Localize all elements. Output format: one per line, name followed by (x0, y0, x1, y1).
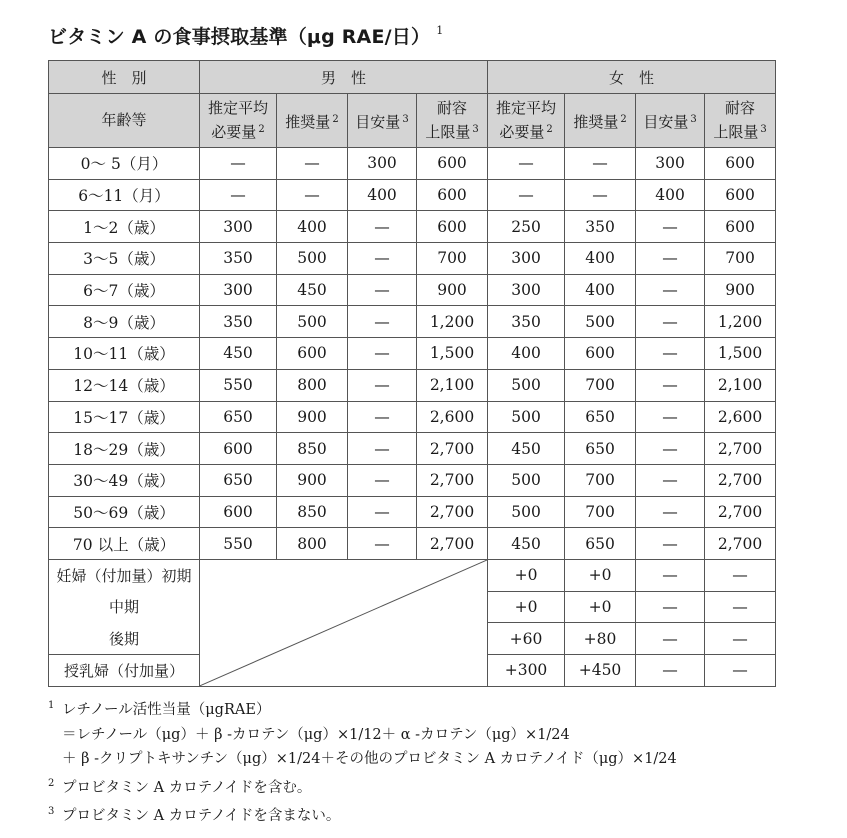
age-cell: 1～2（歳） (49, 211, 200, 243)
female-value-cell: 2,600 (705, 401, 776, 433)
female-value-cell: — (705, 591, 776, 623)
table-row (49, 148, 776, 180)
footnote-mark: 1 (48, 700, 55, 711)
female-value-cell: 600 (705, 148, 776, 180)
male-value-cell: 2,700 (417, 433, 488, 465)
female-value-cell: — (636, 433, 705, 465)
female-value-cell: +300 (488, 655, 565, 687)
male-value-cell: 2,100 (417, 369, 488, 401)
footnote-text: プロビタミン A カロテノイドを含まない。 (62, 808, 341, 824)
female-value-cell: 1,200 (705, 306, 776, 338)
table-row (49, 211, 776, 243)
female-value-cell: — (636, 559, 705, 591)
female-value-cell: — (488, 148, 565, 180)
table-row (49, 401, 776, 433)
pregnant-label-cell: 妊婦（付加量）初期 (49, 559, 200, 591)
age-cell: 3～5（歳） (49, 243, 200, 275)
header-sex: 性 別 (49, 61, 200, 94)
male-value-cell: 500 (277, 243, 348, 275)
female-value-cell: 700 (705, 243, 776, 275)
female-value-cell: +0 (565, 559, 636, 591)
male-value-cell: 600 (200, 433, 277, 465)
title-text: ビタミン A の食事摂取基準（μg RAE/日） (48, 26, 431, 48)
female-value-cell: +0 (565, 591, 636, 623)
female-value-cell: — (705, 559, 776, 591)
male-value-cell: 600 (417, 211, 488, 243)
male-value-cell: — (348, 464, 417, 496)
female-value-cell: — (636, 211, 705, 243)
header-col-label-2: 上限量 (713, 123, 759, 141)
male-value-cell: 1,500 (417, 338, 488, 370)
male-value-cell: 700 (417, 243, 488, 275)
age-cell: 6～11（月） (49, 179, 200, 211)
age-cell: 8～9（歳） (49, 306, 200, 338)
female-value-cell: 600 (565, 338, 636, 370)
pregnant-label-cell: 後期 (49, 623, 200, 655)
table-row (49, 243, 776, 275)
header-age: 年齢等 (49, 94, 200, 148)
table-row-pregnant (49, 559, 776, 591)
header-col-label: 耐容 (725, 99, 756, 117)
male-value-cell: 2,700 (417, 496, 488, 528)
female-value-cell: 2,700 (705, 496, 776, 528)
male-value-cell: 850 (277, 496, 348, 528)
female-value-cell: +60 (488, 623, 565, 655)
footnote-text: レチノール活性当量（μgRAE） (62, 702, 271, 718)
female-value-cell: 400 (636, 179, 705, 211)
diagonal-stroke (200, 560, 487, 686)
female-value-cell: 2,700 (705, 464, 776, 496)
footnote-text: ＝レチノール（μg）＋ β -カロテン（μg）×1/12＋ α -カロテン（μg）×1/24 (62, 726, 570, 743)
female-value-cell: — (636, 496, 705, 528)
header-footnote-mark: 2 (620, 113, 627, 125)
table-row (49, 464, 776, 496)
footnote-line (48, 772, 677, 801)
header-col-label-2: 必要量 (499, 123, 545, 141)
male-value-cell: 2,700 (417, 464, 488, 496)
header-col-label: 推奨量 (285, 112, 331, 131)
male-value-cell: — (348, 243, 417, 275)
female-value-cell: 450 (488, 528, 565, 560)
header-female-col-1 (565, 94, 636, 148)
header-col-label: 推定平均 (207, 99, 268, 117)
male-value-cell: 450 (200, 338, 277, 370)
male-value-cell: 450 (277, 274, 348, 306)
male-value-cell: 900 (277, 464, 348, 496)
header-female-col-2 (636, 94, 705, 148)
female-value-cell: 300 (488, 274, 565, 306)
female-value-cell: — (488, 179, 565, 211)
header-male-col-3 (417, 94, 488, 148)
female-value-cell: +80 (565, 623, 636, 655)
male-value-cell: 550 (200, 369, 277, 401)
table-body (49, 148, 776, 687)
female-value-cell: 500 (488, 464, 565, 496)
female-value-cell: 500 (488, 496, 565, 528)
diagonal-empty-cell (200, 559, 488, 686)
female-value-cell: — (705, 655, 776, 687)
male-value-cell: — (348, 496, 417, 528)
female-value-cell: 400 (565, 274, 636, 306)
pregnant-label-cell: 中期 (49, 591, 200, 623)
header-footnote-mark: 2 (258, 124, 265, 135)
female-value-cell: 400 (565, 243, 636, 275)
male-value-cell: 600 (417, 148, 488, 180)
header-male-col-2 (348, 94, 417, 148)
header-row-sex (49, 61, 776, 94)
male-value-cell: 800 (277, 369, 348, 401)
footnote-line (48, 694, 677, 723)
male-value-cell: 650 (200, 464, 277, 496)
female-value-cell: 2,700 (705, 528, 776, 560)
female-value-cell: 600 (705, 211, 776, 243)
header-footnote-mark: 3 (690, 113, 697, 125)
female-value-cell: 250 (488, 211, 565, 243)
male-value-cell: 300 (200, 274, 277, 306)
header-footnote-mark: 3 (472, 124, 479, 135)
table-row (49, 274, 776, 306)
female-value-cell: — (636, 623, 705, 655)
female-value-cell: — (636, 464, 705, 496)
female-value-cell: 500 (488, 369, 565, 401)
header-female-col-0 (488, 94, 565, 148)
footnote-text: プロビタミン A カロテノイドを含む。 (62, 779, 312, 796)
male-value-cell: 550 (200, 528, 277, 560)
table-row (49, 338, 776, 370)
male-value-cell: — (348, 338, 417, 370)
female-value-cell: 700 (565, 464, 636, 496)
male-value-cell: 400 (277, 211, 348, 243)
age-cell: 15～17（歳） (49, 401, 200, 433)
female-value-cell: 700 (565, 496, 636, 528)
female-value-cell: 400 (488, 338, 565, 370)
female-value-cell: — (636, 274, 705, 306)
vitamin-a-table (48, 60, 776, 687)
age-cell: 30～49（歳） (49, 464, 200, 496)
header-footnote-mark: 2 (546, 124, 553, 135)
table-row (49, 306, 776, 338)
female-value-cell: +450 (565, 655, 636, 687)
male-value-cell: 300 (348, 148, 417, 180)
male-value-cell: 500 (277, 306, 348, 338)
male-value-cell: 650 (200, 401, 277, 433)
female-value-cell: 1,500 (705, 338, 776, 370)
female-value-cell: 2,100 (705, 369, 776, 401)
header-col-label: 目安量 (355, 112, 401, 131)
female-value-cell: 650 (565, 433, 636, 465)
male-value-cell: 350 (200, 306, 277, 338)
male-value-cell: 600 (200, 496, 277, 528)
header-male-col-0 (200, 94, 277, 148)
male-value-cell: 600 (417, 179, 488, 211)
header-col-label: 目安量 (643, 112, 689, 131)
female-value-cell: 300 (488, 243, 565, 275)
table-row (49, 433, 776, 465)
age-cell: 18～29（歳） (49, 433, 200, 465)
female-value-cell: 350 (488, 306, 565, 338)
male-value-cell: — (348, 211, 417, 243)
male-value-cell: 300 (200, 211, 277, 243)
header-row-columns (49, 94, 776, 148)
header-footnote-mark: 3 (402, 113, 409, 125)
table-row (49, 179, 776, 211)
footnote-mark: 3 (48, 806, 55, 817)
male-value-cell: — (348, 528, 417, 560)
footnote-text: ＋ β -クリプトキサンチン（μg）×1/24＋その他のプロビタミン A カロテノイド（μg）×1/24 (62, 751, 677, 767)
female-value-cell: 700 (565, 369, 636, 401)
female-value-cell: — (636, 243, 705, 275)
female-value-cell: — (636, 528, 705, 560)
female-value-cell: — (565, 148, 636, 180)
footnote-line (48, 723, 677, 748)
age-cell: 12～14（歳） (49, 369, 200, 401)
male-value-cell: 1,200 (417, 306, 488, 338)
footnotes (48, 694, 677, 829)
female-value-cell: 350 (565, 211, 636, 243)
female-value-cell: — (636, 401, 705, 433)
female-value-cell: 450 (488, 433, 565, 465)
header-col-label-2: 上限量 (425, 123, 471, 141)
female-value-cell: — (636, 338, 705, 370)
male-value-cell: — (348, 369, 417, 401)
male-value-cell: 900 (417, 274, 488, 306)
footnote-line (48, 747, 677, 772)
diagonal-line (200, 560, 487, 686)
title-footnote-mark: 1 (436, 24, 444, 37)
age-cell: 0～ 5（月） (49, 148, 200, 180)
male-value-cell: — (348, 433, 417, 465)
male-value-cell: 400 (348, 179, 417, 211)
header-col-label: 推奨量 (573, 112, 619, 131)
male-value-cell: — (348, 306, 417, 338)
female-value-cell: +0 (488, 591, 565, 623)
male-value-cell: 800 (277, 528, 348, 560)
table-row (49, 369, 776, 401)
age-cell: 50～69（歳） (49, 496, 200, 528)
male-value-cell: 600 (277, 338, 348, 370)
female-value-cell: 500 (488, 401, 565, 433)
male-value-cell: 2,700 (417, 528, 488, 560)
male-value-cell: — (277, 179, 348, 211)
male-value-cell: — (200, 148, 277, 180)
header-footnote-mark: 3 (760, 124, 767, 135)
female-value-cell: — (705, 623, 776, 655)
male-value-cell: — (277, 148, 348, 180)
age-cell: 6～7（歳） (49, 274, 200, 306)
header-male: 男 性 (200, 61, 488, 94)
male-value-cell: 900 (277, 401, 348, 433)
female-value-cell: 650 (565, 528, 636, 560)
female-value-cell: — (636, 591, 705, 623)
header-footnote-mark: 2 (332, 113, 339, 125)
footnote-line (48, 800, 677, 829)
female-value-cell: 2,700 (705, 433, 776, 465)
header-col-label: 推定平均 (496, 99, 557, 117)
lactating-label-cell: 授乳婦（付加量） (49, 655, 200, 687)
table-row (49, 528, 776, 560)
header-col-label: 耐容 (437, 99, 468, 117)
male-value-cell: 350 (200, 243, 277, 275)
header-female-col-3 (705, 94, 776, 148)
female-value-cell: 500 (565, 306, 636, 338)
age-cell: 70 以上（歳） (49, 528, 200, 560)
female-value-cell: 650 (565, 401, 636, 433)
female-value-cell: +0 (488, 559, 565, 591)
female-value-cell: 300 (636, 148, 705, 180)
male-value-cell: — (348, 274, 417, 306)
female-value-cell: — (636, 306, 705, 338)
table-row (49, 496, 776, 528)
female-value-cell: — (636, 655, 705, 687)
female-value-cell: 600 (705, 179, 776, 211)
header-male-col-1 (277, 94, 348, 148)
male-value-cell: 850 (277, 433, 348, 465)
age-cell: 10～11（歳） (49, 338, 200, 370)
page-title (48, 22, 443, 49)
header-female: 女 性 (488, 61, 776, 94)
header-col-label-2: 必要量 (211, 123, 257, 141)
female-value-cell: — (565, 179, 636, 211)
male-value-cell: — (348, 401, 417, 433)
male-value-cell: 2,600 (417, 401, 488, 433)
male-value-cell: — (200, 179, 277, 211)
female-value-cell: 900 (705, 274, 776, 306)
female-value-cell: — (636, 369, 705, 401)
footnote-mark: 2 (48, 777, 55, 789)
